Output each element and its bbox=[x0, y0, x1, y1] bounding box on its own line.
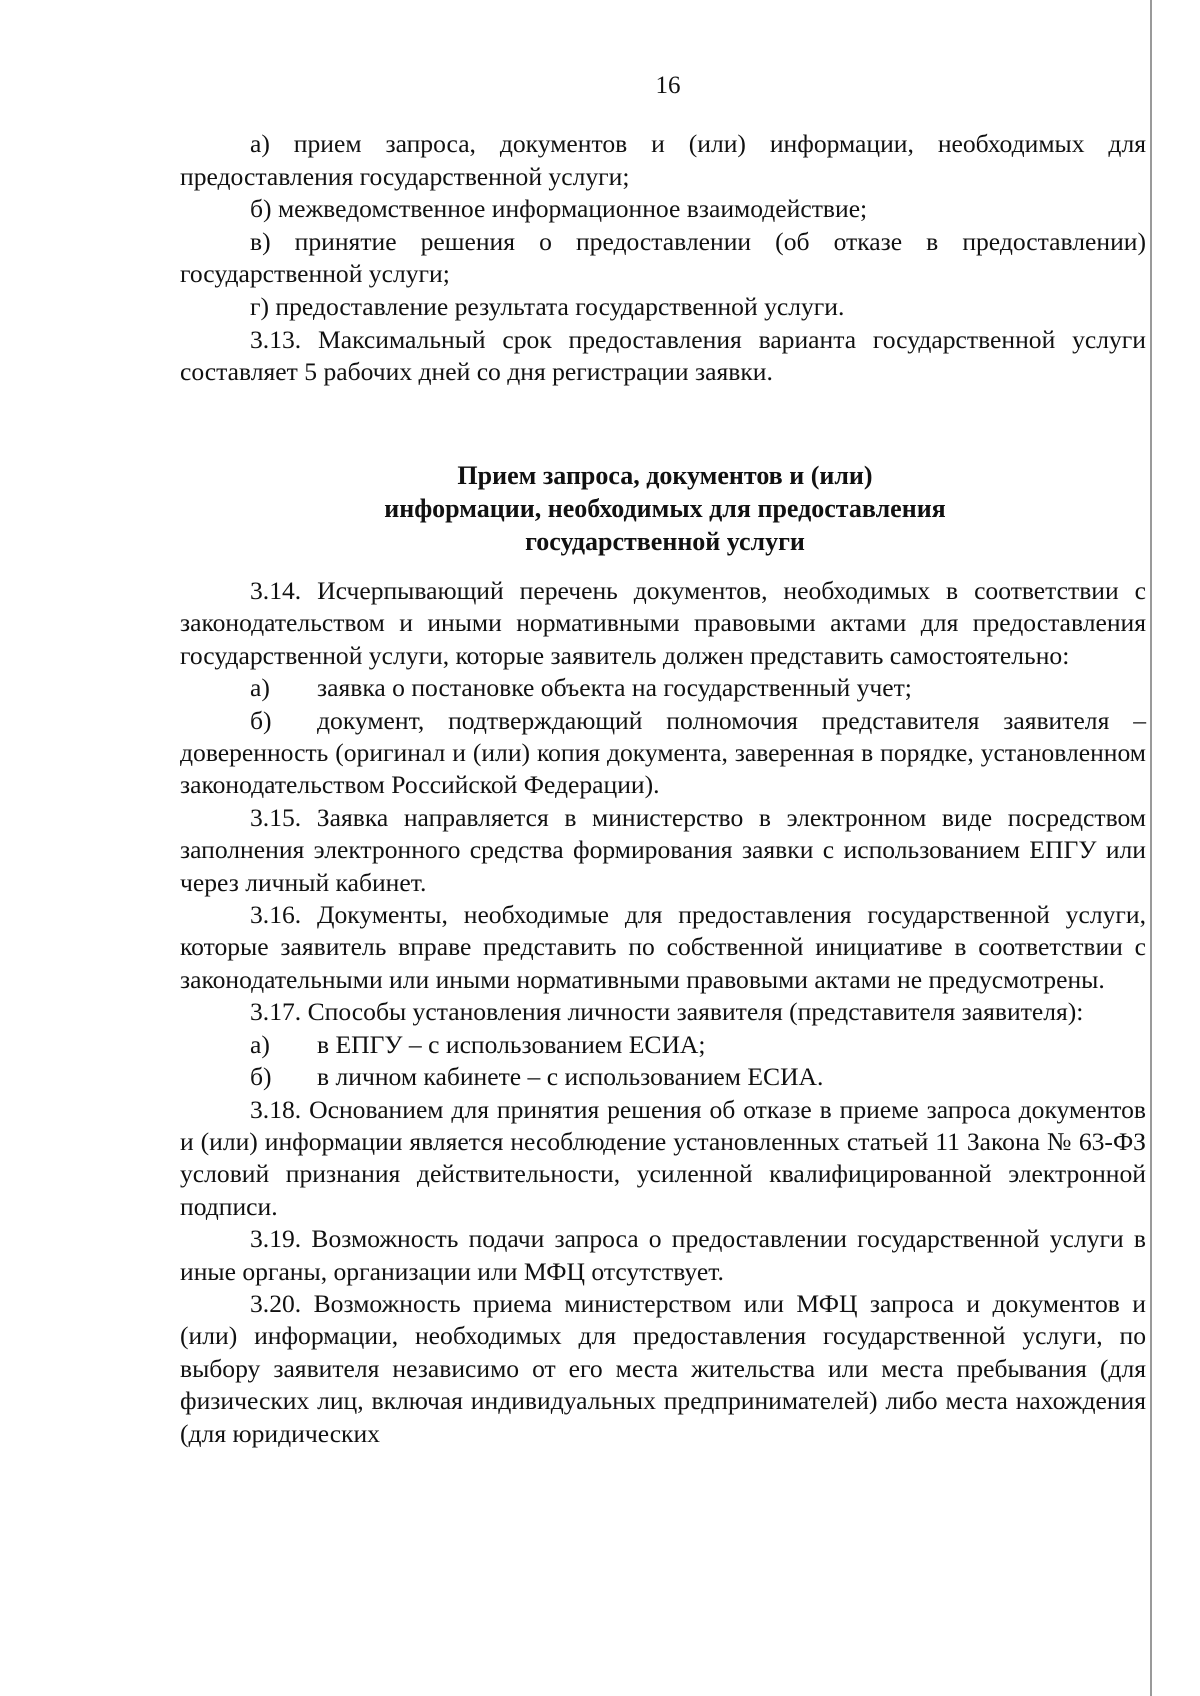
heading-line-1: Прием запроса, документов и (или) bbox=[457, 461, 873, 490]
paragraph-3-16: 3.16. Документы, необходимые для предоставления государственной услуги, которые заявитель вправе представить по собственной инициативе в соответствии с законодательными или иными нормативными правовыми актами не предусмотрены. bbox=[180, 900, 1146, 994]
main-text-block bbox=[180, 575, 1146, 1450]
list-marker: а) bbox=[250, 673, 270, 703]
list-3-17-item-a bbox=[180, 1029, 1146, 1061]
paragraph-3-18: 3.18. Основанием для принятия решения об отказе в приеме запроса документов и (или) информации является несоблюдение установленных статьей 11 Закона № 63-ФЗ условий признания действительности, усиленной квалифицированной электронной подписи. bbox=[180, 1094, 1146, 1221]
list-text: заявка о постановке объекта на государственный учет; bbox=[317, 673, 912, 703]
heading-line-3: государственной услуги bbox=[525, 527, 805, 556]
list-item-g: г) предоставление результата государственной услуги. bbox=[250, 291, 845, 321]
list-marker: б) bbox=[250, 1062, 272, 1092]
paragraph-3-13: 3.13. Максимальный срок предоставления варианта государственной услуги составляет 5 рабочих дней со дня регистрации заявки. bbox=[180, 324, 1146, 387]
paragraph-3-20: 3.20. Возможность приема министерством или МФЦ запроса и документов и (или) информации, необходимых для предоставления государственной услуги, по выбору заявителя независимо от его места жительства или места пребывания (для физических лиц, включая индивидуальных предпринимателей) либо места нахождения (для юридических bbox=[180, 1288, 1146, 1448]
section-heading bbox=[180, 459, 1150, 558]
list-marker: а) bbox=[250, 1029, 270, 1059]
paragraph-3-14: 3.14. Исчерпывающий перечень документов, необходимых в соответствии с законодательством и иными нормативными правовыми актами для предоставления государственной услуги, которые заявитель должен представить самостоятельно: bbox=[180, 576, 1146, 670]
list-item-a: а) прием запроса, документов и (или) информации, необходимых для предоставления государственной услуги; bbox=[180, 129, 1146, 191]
paragraph-3-17: 3.17. Способы установления личности заявителя (представителя заявителя): bbox=[250, 997, 1084, 1027]
top-text-block bbox=[180, 128, 1146, 389]
list-item-v: в) принятие решения о предоставлении (об отказе в предоставлении) государственной услуги; bbox=[180, 226, 1146, 289]
list-marker: б) bbox=[250, 705, 272, 735]
heading-line-2: информации, необходимых для предоставления bbox=[384, 494, 946, 523]
paragraph-3-15: 3.15. Заявка направляется в министерство в электронном виде посредством заполнения электронного средства формирования заявки с использованием ЕПГУ или через личный кабинет. bbox=[180, 802, 1146, 897]
paragraph-3-19: 3.19. Возможность подачи запроса о предоставлении государственной услуги в иные органы, организации или МФЦ отсутствует. bbox=[180, 1224, 1146, 1286]
list-text: в личном кабинете – с использованием ЕСИА. bbox=[317, 1062, 824, 1092]
list-text: в ЕПГУ – с использованием ЕСИА; bbox=[317, 1029, 706, 1059]
list-text: документ, подтверждающий полномочия представителя заявителя – доверенность (оригинал и (или) копия документа, заверенная в порядке, установленном законодательством Российской Федерации). bbox=[180, 705, 1146, 800]
list-3-14-item-a bbox=[180, 672, 1146, 704]
list-item-b: б) межведомственное информационное взаимодействие; bbox=[250, 194, 868, 224]
page-number: 16 bbox=[655, 72, 681, 99]
page-edge-line bbox=[1150, 0, 1152, 1696]
list-3-14-item-b bbox=[180, 705, 1146, 802]
list-3-17-item-b bbox=[180, 1061, 1146, 1093]
